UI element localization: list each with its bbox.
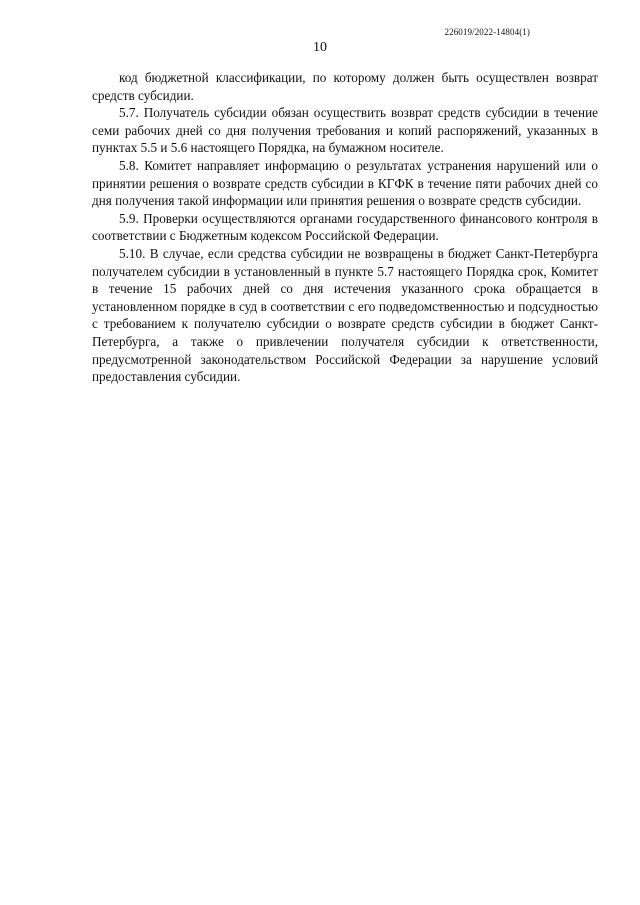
page-number: 10 (313, 40, 327, 55)
paragraph-5-9: 5.9. Проверки осуществляются органами государственного финансового контроля в соответствии с Бюджетным кодексом Российской Федерации. (92, 210, 598, 244)
paragraph-5-8: 5.8. Комитет направляет информацию о результатах устранения нарушений или о принятии решения о возврате средств субсидии в КГФК в течение пяти рабочих дней со дня получения такой информации или принятия решения о возврате средств субсидии. (92, 157, 598, 209)
paragraph-continuation: код бюджетной классификации, по которому должен быть осуществлен возврат средств субсидии. (92, 70, 598, 103)
paragraph-5-10: 5.10. В случае, если средства субсидии не возвращены в бюджет Санкт-Петербурга получателем субсидии в установленный в пункте 5.7 настоящего Порядка срок, Комитет в течение 15 рабочих дней со дня истечения указанного срока обращается в установленном порядке в суд в соответствии с его подведомственностью и подсудностью с требованием к получателю субсидии о возврате средств субсидии в бюджет Санкт-Петербурга, а также о привлечении получателя субсидии к ответственности, предусмотренной законодательством Российской Федерации за нарушение условий предоставления субсидии. (92, 245, 598, 385)
document-body (92, 69, 598, 386)
paragraph-5-7: 5.7. Получатель субсидии обязан осуществить возврат средств субсидии в течение семи рабочих дней со дня получения требования и копий распоряжений, указанных в пунктах 5.5 и 5.6 настоящего Порядка, на бумажном носителе. (92, 105, 598, 156)
document-id: 226019/2022-14804(1) (444, 27, 530, 37)
